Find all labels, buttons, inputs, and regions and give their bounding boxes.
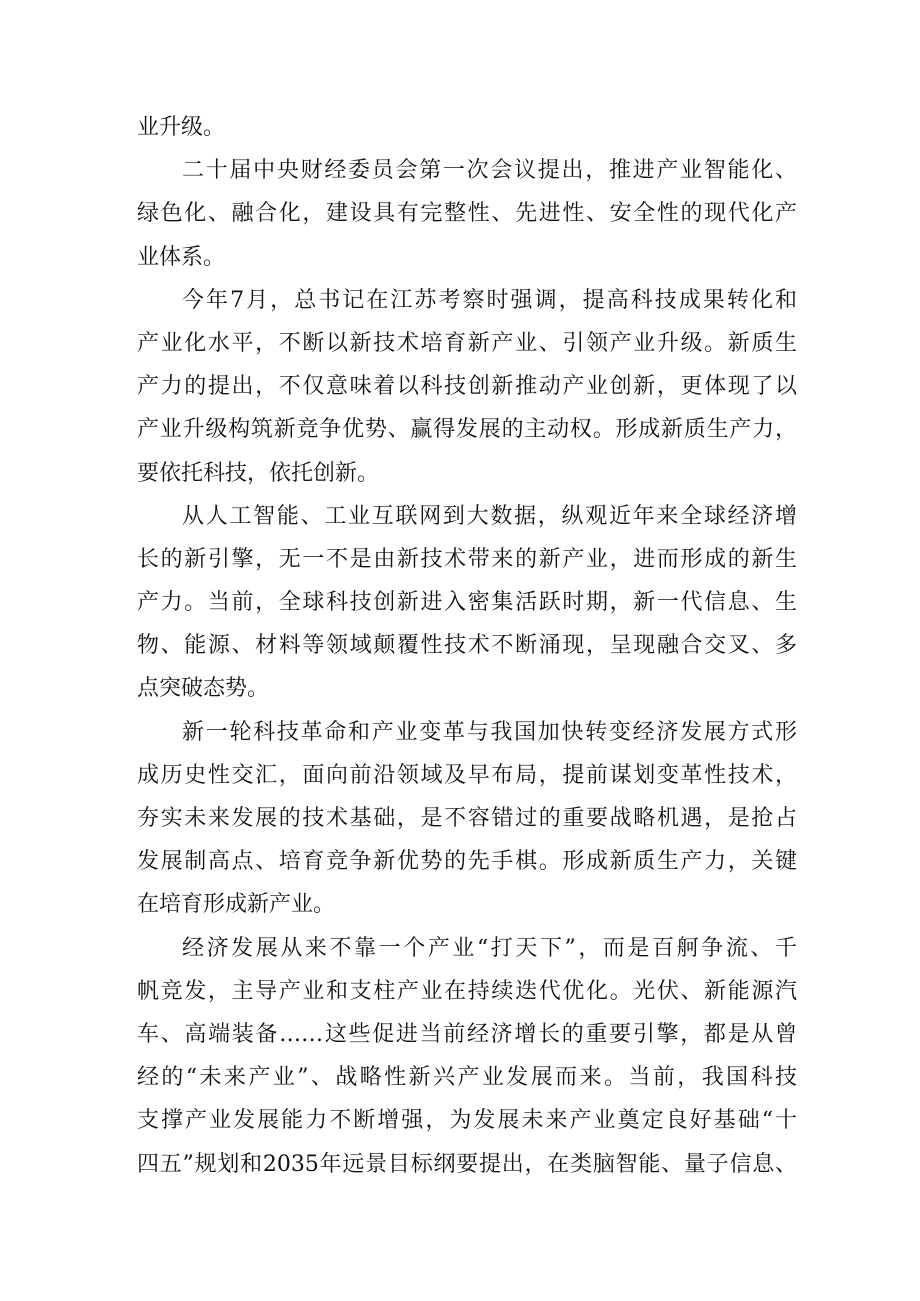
text-line: 产业升级构筑新竞争优势、赢得发展的主动权。形成新质生产力， bbox=[137, 417, 797, 443]
text-line: 产业化水平，不断以新技术培育新产业、引领产业升级。新质生 bbox=[137, 330, 797, 356]
text-line: 二十届中央财经委员会第一次会议提出，推进产业智能化、 bbox=[182, 158, 797, 184]
text-line: 成历史性交汇，面向前沿领域及早布局，提前谋划变革性技术， bbox=[137, 762, 797, 788]
text-line: 经济发展从来不靠一个产业“打天下”，而是百舸争流、千 bbox=[182, 935, 797, 961]
text-line: 长的新引擎，无一不是由新技术带来的新产业，进而形成的新生 bbox=[137, 546, 797, 572]
text-line: 四五”规划和2035年远景目标纲要提出，在类脑智能、量子信息、 bbox=[137, 1151, 797, 1177]
text-line: 点突破态势。 bbox=[137, 676, 270, 702]
text-line: 车、高端装备……这些促进当前经济增长的重要引擎，都是从曾 bbox=[137, 1021, 797, 1047]
text-line: 发展制高点、培育竞争新优势的先手棋。形成新质生产力，关键 bbox=[137, 849, 797, 875]
text-line: 支撑产业发展能力不断增强，为发展未来产业奠定良好基础“十 bbox=[137, 1108, 797, 1134]
text-line: 在培育形成新产业。 bbox=[137, 892, 336, 918]
text-line: 绿色化、融合化，建设具有完整性、先进性、安全性的现代化产 bbox=[137, 201, 797, 227]
text-line: 帆竞发，主导产业和支柱产业在持续迭代优化。光伏、新能源汽 bbox=[137, 978, 797, 1004]
text-line: 要依托科技，依托创新。 bbox=[137, 460, 380, 486]
text-line: 经的“未来产业”、战略性新兴产业发展而来。当前，我国科技 bbox=[137, 1065, 797, 1091]
text-line: 今年7月，总书记在江苏考察时强调，提高科技成果转化和 bbox=[182, 287, 797, 313]
text-line: 从人工智能、工业互联网到大数据，纵观近年来全球经济增 bbox=[182, 503, 797, 529]
text-line: 产力的提出，不仅意味着以科技创新推动产业创新，更体现了以 bbox=[137, 374, 797, 400]
text-line: 夯实未来发展的技术基础，是不容错过的重要战略机遇，是抢占 bbox=[137, 806, 797, 831]
text-line: 物、能源、材料等领域颠覆性技术不断涌现，呈现融合交叉、多 bbox=[137, 633, 797, 659]
body-text bbox=[137, 106, 797, 1186]
text-line: 新一轮科技革命和产业变革与我国加快转变经济发展方式形 bbox=[182, 719, 797, 745]
text-line: 产力。当前，全球科技创新进入密集活跃时期，新一代信息、生 bbox=[137, 590, 797, 616]
text-line: 业升级。 bbox=[137, 115, 226, 140]
text-line: 业体系。 bbox=[137, 244, 226, 270]
